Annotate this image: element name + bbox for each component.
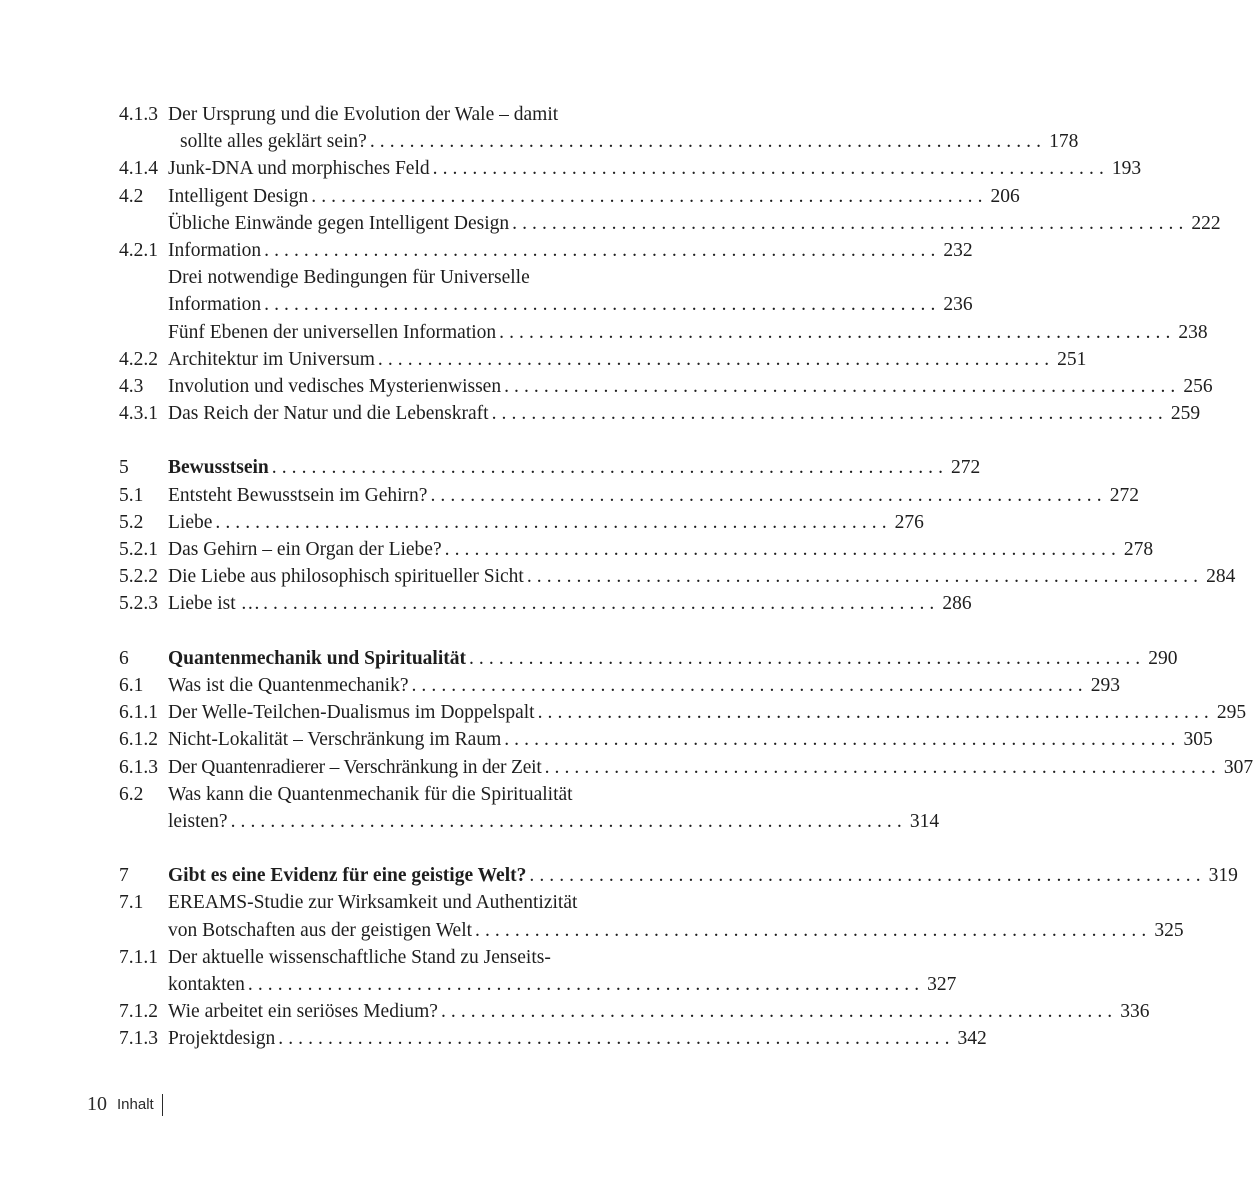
toc-entry bbox=[119, 917, 1184, 944]
entry-page: 319 bbox=[1208, 865, 1238, 887]
entry-number: 4.3 bbox=[119, 375, 144, 397]
entry-page: 178 bbox=[1049, 131, 1079, 153]
toc-entry bbox=[119, 998, 1150, 1025]
leader-dots: .................................................................... bbox=[278, 1028, 955, 1050]
entry-title: leisten? bbox=[168, 810, 228, 832]
entry-page: 222 bbox=[1191, 212, 1221, 234]
toc-entry bbox=[119, 971, 957, 998]
leader-dots: .................................................................... bbox=[430, 484, 1107, 506]
entry-number: 5.2 bbox=[119, 511, 144, 533]
entry-title: Der Quantenradierer – Verschränkung in der Zeit bbox=[168, 756, 542, 778]
toc-entry bbox=[119, 155, 1142, 182]
toc-entry bbox=[119, 699, 1247, 726]
entry-page: 206 bbox=[990, 185, 1020, 207]
toc-entry bbox=[119, 210, 1221, 237]
entry-title: Involution und vedisches Mysterienwissen bbox=[168, 375, 502, 397]
entry-page: 325 bbox=[1154, 919, 1184, 941]
toc-entry bbox=[119, 128, 1079, 155]
entry-title: Das Gehirn – ein Organ der Liebe? bbox=[168, 539, 442, 560]
page-footer bbox=[87, 1093, 163, 1116]
entry-title: Übliche Einwände gegen Intelligent Design bbox=[168, 212, 510, 234]
entry-title: Der aktuelle wissenschaftliche Stand zu Jenseits- bbox=[168, 946, 551, 968]
entry-page: 314 bbox=[909, 810, 940, 832]
entry-number: 4.1.4 bbox=[119, 158, 158, 180]
leader-dots: .................................................................... bbox=[444, 539, 1121, 560]
entry-page: 293 bbox=[1090, 674, 1120, 696]
entry-page: 327 bbox=[927, 974, 957, 995]
entry-page: 342 bbox=[957, 1028, 987, 1050]
toc-entry bbox=[119, 291, 973, 318]
entry-page: 256 bbox=[1183, 375, 1213, 397]
entry-title: Information bbox=[168, 294, 262, 316]
toc-entry bbox=[119, 346, 1087, 373]
entry-number: 7.1.3 bbox=[119, 1028, 158, 1050]
entry-title: Der Ursprung und die Evolution der Wale – damit bbox=[168, 104, 559, 125]
leader-dots: .................................................................... bbox=[311, 185, 988, 207]
entry-number: 5.2.3 bbox=[119, 593, 158, 615]
entry-number: 6.1.1 bbox=[119, 702, 158, 724]
toc-entry bbox=[119, 400, 1201, 427]
toc-entry bbox=[119, 944, 647, 971]
entry-page: 193 bbox=[1111, 158, 1142, 180]
leader-dots: .................................................................... bbox=[529, 865, 1206, 887]
leader-dots: .................................................................... bbox=[475, 919, 1152, 941]
entry-page: 236 bbox=[943, 294, 973, 316]
toc-entry bbox=[119, 754, 1253, 781]
entry-title: sollte alles geklärt sein? bbox=[180, 131, 367, 153]
entry-page: 259 bbox=[1170, 403, 1201, 425]
entry-title: Architektur im Universum bbox=[168, 348, 375, 370]
toc-chapter-entry bbox=[119, 645, 1178, 672]
toc-entry bbox=[119, 563, 1236, 590]
entry-number: 7.1.1 bbox=[119, 946, 158, 968]
toc-chapter-entry bbox=[119, 454, 981, 481]
entry-title: Der Welle-Teilchen-Dualismus im Doppelspalt bbox=[168, 702, 535, 724]
leader-dots: .................................................................... bbox=[512, 212, 1189, 234]
entry-page: 276 bbox=[894, 511, 924, 533]
section-gap bbox=[119, 618, 647, 645]
entry-number: 4.2.1 bbox=[119, 239, 158, 261]
toc-entry bbox=[119, 264, 647, 291]
leader-dots: .................................................................... bbox=[468, 647, 1146, 669]
entry-title: Liebe ist … bbox=[168, 593, 261, 615]
toc-entry bbox=[119, 183, 1020, 210]
toc-entry bbox=[119, 672, 1120, 699]
leader-dots: .................................................................... bbox=[215, 511, 892, 533]
entry-number: 5.2.2 bbox=[119, 566, 158, 588]
entry-number: 6 bbox=[119, 647, 129, 669]
entry-title: Junk-DNA und morphisches Feld bbox=[168, 158, 430, 180]
toc-entry bbox=[119, 590, 972, 617]
leader-dots: .................................................................... bbox=[544, 756, 1221, 778]
toc-entry bbox=[119, 237, 973, 264]
entry-title: Intelligent Design bbox=[168, 185, 309, 207]
toc-entry bbox=[119, 781, 647, 808]
leader-dots: .................................................................... bbox=[263, 593, 940, 615]
toc-entry bbox=[119, 509, 924, 536]
toc-chapter-entry bbox=[119, 862, 1238, 889]
leader-dots: .................................................................... bbox=[264, 239, 941, 261]
entry-title: Quantenmechanik und Spiritualität bbox=[168, 647, 466, 669]
leader-dots: .................................................................... bbox=[271, 457, 949, 479]
entry-title: kontakten bbox=[168, 974, 245, 995]
leader-dots: .................................................................... bbox=[264, 294, 941, 316]
leader-dots: .................................................................... bbox=[432, 158, 1109, 180]
leader-dots: .................................................................... bbox=[440, 1001, 1118, 1023]
entry-number: 4.2.2 bbox=[119, 348, 158, 370]
entry-title: Fünf Ebenen der universellen Information bbox=[168, 321, 497, 343]
leader-dots: .................................................................... bbox=[230, 810, 907, 832]
entry-title: Information bbox=[168, 239, 262, 261]
entry-number: 5 bbox=[119, 457, 129, 479]
footer-divider bbox=[162, 1094, 164, 1116]
entry-page: 272 bbox=[1109, 484, 1139, 506]
toc-entry bbox=[119, 482, 1139, 509]
toc-entry bbox=[119, 1025, 987, 1052]
leader-dots: .................................................................... bbox=[411, 674, 1088, 696]
entry-page: 278 bbox=[1123, 539, 1154, 560]
leader-dots: .................................................................... bbox=[499, 321, 1176, 343]
toc-entry bbox=[119, 889, 647, 916]
entry-page: 238 bbox=[1178, 321, 1208, 343]
entry-title: EREAMS-Studie zur Wirksamkeit und Authentizität bbox=[168, 892, 578, 914]
entry-title: Projektdesign bbox=[168, 1028, 276, 1050]
entry-number: 6.1.2 bbox=[119, 729, 158, 751]
entry-page: 251 bbox=[1057, 348, 1087, 370]
entry-page: 295 bbox=[1216, 702, 1247, 724]
entry-number: 6.1 bbox=[119, 674, 144, 696]
leader-dots: .................................................................... bbox=[247, 974, 925, 995]
entry-number: 4.3.1 bbox=[119, 403, 158, 425]
entry-page: 284 bbox=[1206, 566, 1236, 588]
entry-title: von Botschaften aus der geistigen Welt bbox=[168, 919, 473, 941]
entry-title: Die Liebe aus philosophisch spiritueller Sicht bbox=[168, 566, 524, 588]
leader-dots: .................................................................... bbox=[369, 131, 1047, 153]
leader-dots: .................................................................... bbox=[377, 348, 1055, 370]
entry-page: 232 bbox=[943, 239, 973, 261]
entry-number: 7.1 bbox=[119, 892, 144, 914]
section-gap bbox=[119, 835, 647, 862]
toc-entry bbox=[119, 726, 1213, 753]
entry-title: Wie arbeitet ein seriöses Medium? bbox=[168, 1001, 438, 1023]
entry-title: Liebe bbox=[168, 511, 213, 533]
table-of-contents bbox=[119, 101, 1253, 1053]
entry-page: 290 bbox=[1148, 647, 1178, 669]
toc-entry bbox=[119, 101, 647, 128]
leader-dots: .................................................................... bbox=[526, 566, 1204, 588]
entry-title: Gibt es eine Evidenz für eine geistige Welt? bbox=[168, 865, 527, 887]
section-gap bbox=[119, 427, 647, 454]
entry-title: Entsteht Bewusstsein im Gehirn? bbox=[168, 484, 428, 506]
entry-page: 336 bbox=[1120, 1001, 1150, 1023]
toc-entry bbox=[119, 808, 940, 835]
leader-dots: .................................................................... bbox=[537, 702, 1214, 724]
toc-entry bbox=[119, 536, 1154, 563]
entry-number: 4.2 bbox=[119, 185, 144, 207]
entry-number: 7.1.2 bbox=[119, 1001, 158, 1023]
entry-title: Nicht-Lokalität – Verschränkung im Raum bbox=[168, 729, 502, 751]
leader-dots: .................................................................... bbox=[504, 375, 1181, 397]
entry-page: 286 bbox=[942, 593, 972, 615]
leader-dots: .................................................................... bbox=[504, 729, 1181, 751]
entry-number: 5.2.1 bbox=[119, 539, 158, 560]
entry-number: 6.1.3 bbox=[119, 756, 158, 778]
entry-page: 307 bbox=[1223, 756, 1253, 778]
footer-section-label: Inhalt bbox=[117, 1096, 154, 1113]
entry-number: 7 bbox=[119, 865, 129, 887]
entry-number: 4.1.3 bbox=[119, 104, 158, 125]
footer-page-number: 10 bbox=[87, 1093, 107, 1115]
entry-number: 6.2 bbox=[119, 783, 144, 805]
entry-title: Drei notwendige Bedingungen für Universelle bbox=[168, 267, 530, 289]
entry-page: 272 bbox=[951, 457, 981, 479]
entry-title: Was ist die Quantenmechanik? bbox=[168, 674, 409, 696]
toc-entry bbox=[119, 319, 1208, 346]
entry-title: Bewusstsein bbox=[168, 457, 269, 479]
entry-title: Das Reich der Natur und die Lebenskraft bbox=[168, 403, 489, 425]
leader-dots: .................................................................... bbox=[491, 403, 1168, 425]
entry-number: 5.1 bbox=[119, 484, 144, 506]
entry-title: Was kann die Quantenmechanik für die Spiritualität bbox=[168, 783, 573, 805]
toc-entry bbox=[119, 373, 1213, 400]
entry-page: 305 bbox=[1183, 729, 1213, 751]
